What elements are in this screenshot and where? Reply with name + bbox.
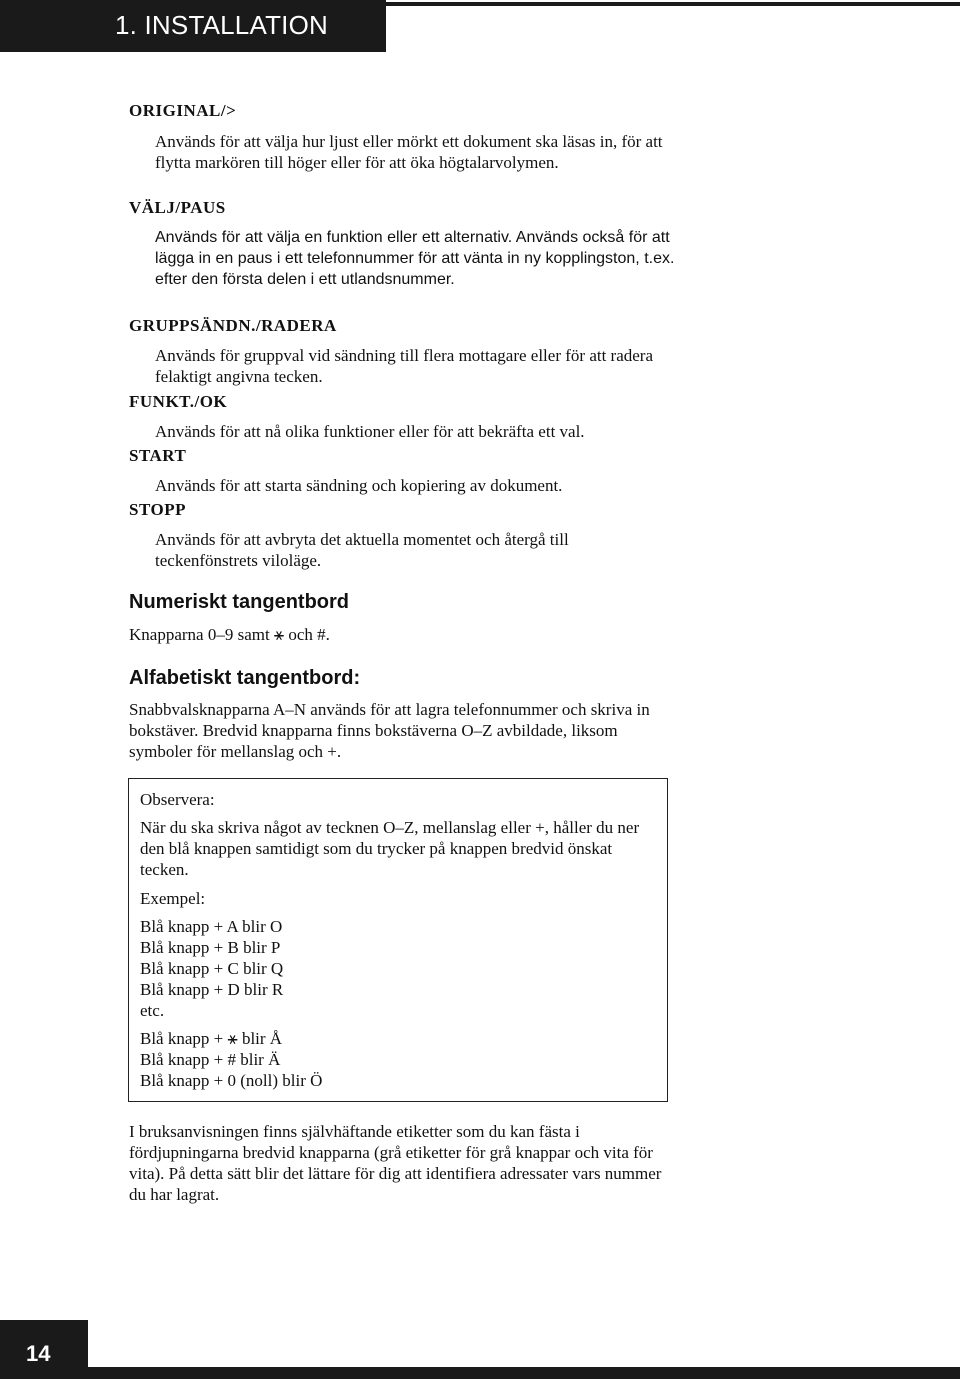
key-desc-funkt-ok: Används för att nå olika funktioner eller för att bekräfta ett val. bbox=[155, 422, 585, 441]
key-term-start: START bbox=[129, 446, 187, 465]
key-term-gruppsandn: GRUPPSÄNDN./RADERA bbox=[129, 316, 337, 335]
header-rule bbox=[386, 2, 960, 6]
example-item: Blå knapp + # blir Ä bbox=[140, 1050, 281, 1069]
numeric-keypad-text: Knapparna 0–9 samt ⚹ och #. bbox=[129, 625, 330, 644]
numeric-keypad-heading: Numeriskt tangentbord bbox=[129, 591, 350, 613]
example-label: Exempel: bbox=[140, 889, 206, 908]
key-desc-gruppsandn: Används för gruppval vid sändning till flera mottagare eller för att radera felaktigt angivna tecken. bbox=[155, 346, 654, 386]
page-number: 14 bbox=[26, 1341, 51, 1366]
note-text: När du ska skriva något av tecknen O–Z, mellanslag eller +, håller du ner den blå knappen samtidigt som du trycker på knappen bredvid önskat tecken. bbox=[140, 818, 640, 879]
key-desc-valj-paus: Används för att välja en funktion eller ett alternativ. Används också för att lägga in en paus i ett telefonnummer för att vänta in ny kopplingston, t.ex. efter den första delen i ett utlandsnummer. bbox=[155, 229, 675, 288]
example-list-1 bbox=[140, 916, 655, 1021]
key-term-valj-paus: VÄLJ/PAUS bbox=[129, 198, 226, 217]
example-item: Blå knapp + 0 (noll) blir Ö bbox=[140, 1071, 323, 1090]
example-list-2 bbox=[140, 1028, 655, 1091]
labels-paragraph: I bruksanvisningen finns självhäftande etiketter som du kan fästa i fördjupningarna bredvid knapparna (grå etiketter för grå knappar och vita för vita). På detta sätt blir det lättare för dig att identifiera adressater vars nummer du har lagrat. bbox=[129, 1122, 662, 1204]
example-item: Blå knapp + D blir R bbox=[140, 980, 284, 999]
alpha-keypad-text: Snabbvalsknapparna A–N används för att lagra telefonnummer och skriva in bokstäver. Bredvid knapparna finns bokstäverna O–Z avbildade, liksom symboler för mellanslag och +. bbox=[129, 700, 650, 761]
example-item: Blå knapp + ⚹ blir Å bbox=[140, 1029, 283, 1048]
example-item: Blå knapp + A blir O bbox=[140, 917, 283, 936]
key-desc-original: Används för att välja hur ljust eller mörkt ett dokument ska läsas in, för att flytta markören till höger eller för att öka högtalarvolymen. bbox=[155, 132, 663, 172]
note-label: Observera: bbox=[140, 790, 215, 809]
example-item: Blå knapp + C blir Q bbox=[140, 959, 284, 978]
example-item: Blå knapp + B blir P bbox=[140, 938, 281, 957]
key-term-funkt-ok: FUNKT./OK bbox=[129, 392, 228, 411]
example-item: etc. bbox=[140, 1001, 165, 1020]
note-box bbox=[128, 778, 668, 1102]
key-term-original: ORIGINAL/> bbox=[129, 101, 237, 120]
footer-rule bbox=[88, 1367, 960, 1379]
key-desc-stopp: Används för att avbryta det aktuella momentet och återgå till teckenfönstrets viloläge. bbox=[155, 530, 569, 570]
key-desc-start: Används för att starta sändning och kopiering av dokument. bbox=[155, 476, 563, 495]
key-term-stopp: STOPP bbox=[129, 500, 186, 519]
section-title: 1. INSTALLATION bbox=[115, 10, 328, 40]
alpha-keypad-heading: Alfabetiskt tangentbord: bbox=[129, 667, 361, 689]
